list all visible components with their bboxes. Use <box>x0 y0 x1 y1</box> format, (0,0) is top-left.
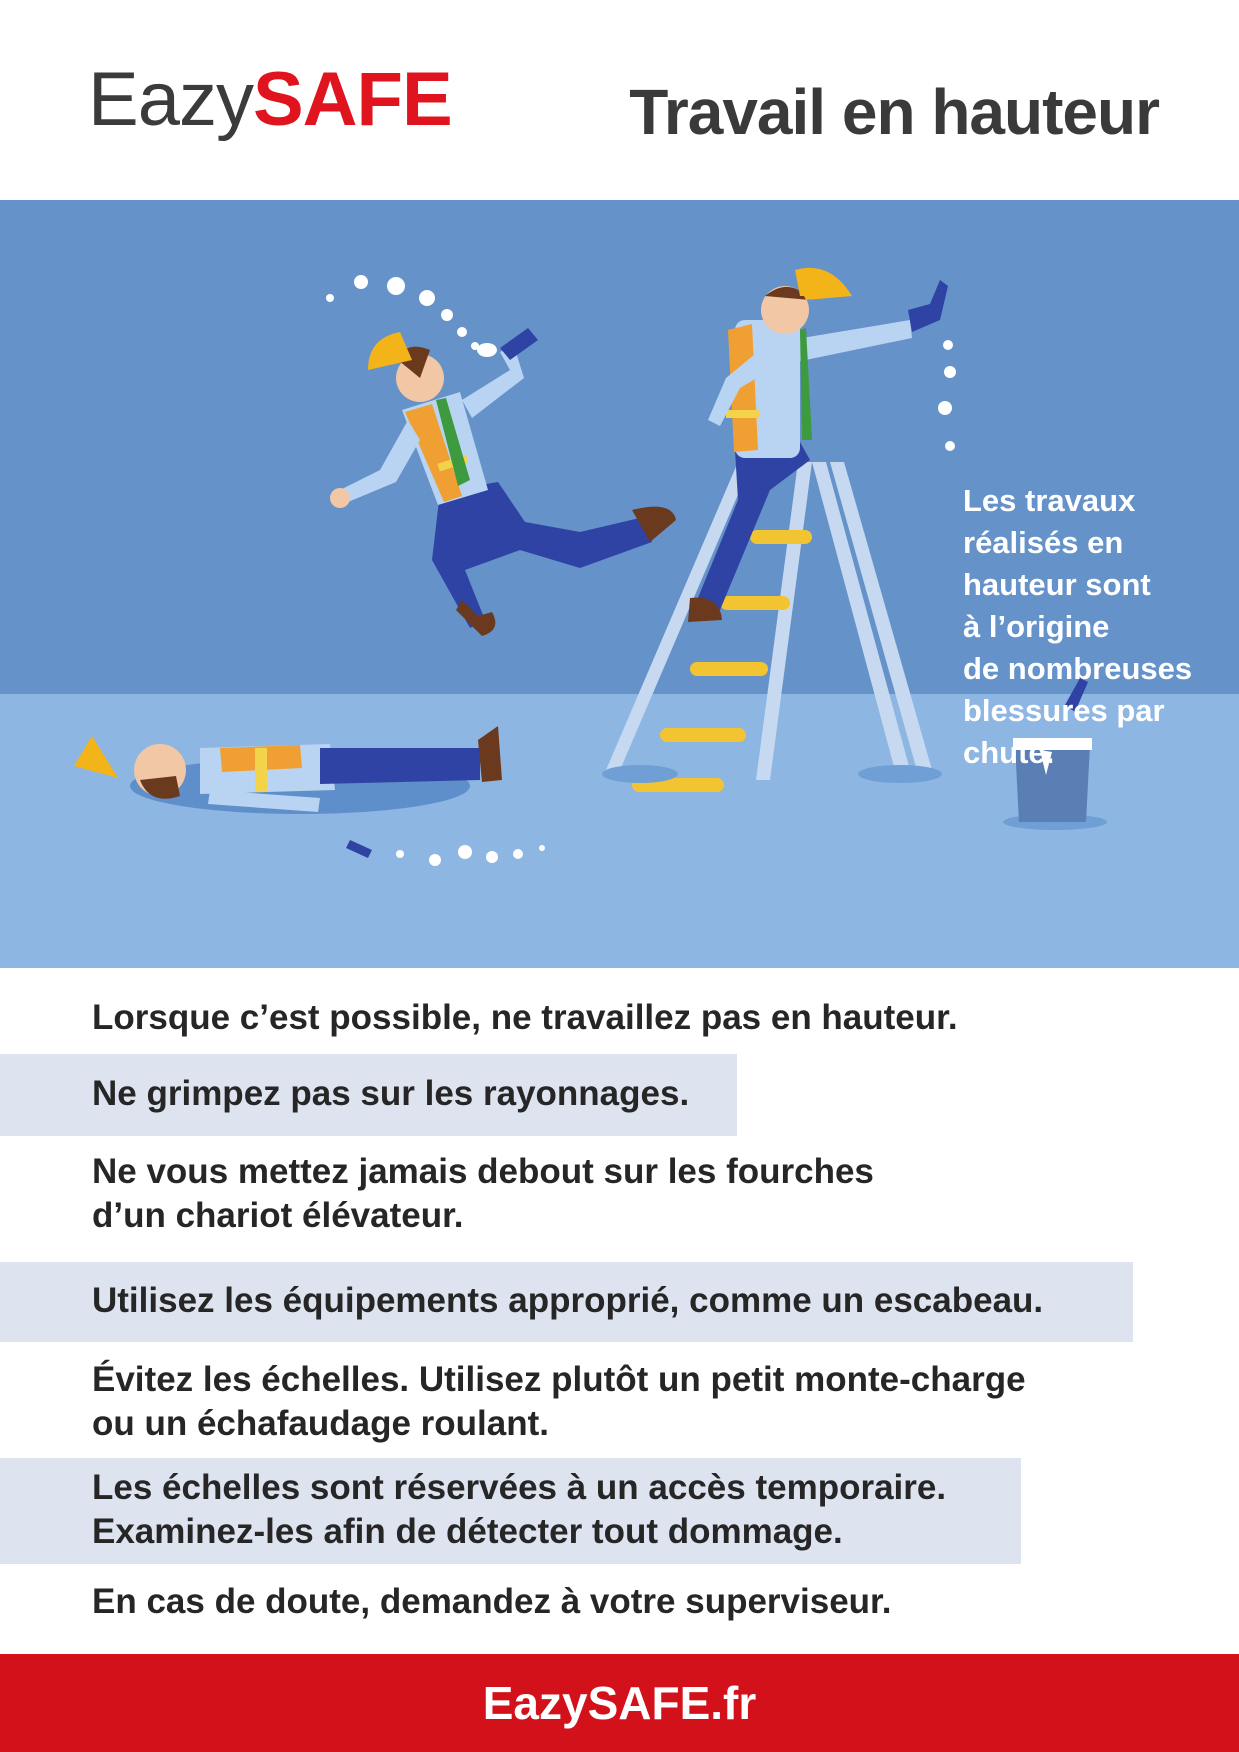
hero-caption-line: chute. <box>963 735 1055 770</box>
logo-light-text: Eazy <box>88 57 253 142</box>
rule-text: Lorsque c’est possible, ne travaillez pas en hauteur. <box>92 998 958 1037</box>
rule-item <box>0 1576 1239 1632</box>
rule-text: Utilisez les équipements approprié, comme un escabeau. <box>92 1281 1044 1320</box>
hero-caption-line: blessures par <box>963 693 1165 728</box>
rule-item <box>0 1262 1133 1342</box>
rule-text: En cas de doute, demandez à votre superviseur. <box>92 1582 892 1621</box>
rule-text: Examinez-les afin de détecter tout dommage. <box>92 1512 843 1551</box>
rule-text: Les échelles sont réservées à un accès temporaire. <box>92 1468 947 1507</box>
hero-caption-line: de nombreuses <box>963 651 1193 686</box>
rule-text: d’un chariot élévateur. <box>92 1196 464 1235</box>
rule-item <box>0 1144 1239 1244</box>
rule-text: Ne vous mettez jamais debout sur les fourches <box>92 1152 874 1191</box>
eazysafe-logo <box>88 57 452 142</box>
hero-caption-line: à l’origine <box>963 609 1110 644</box>
rule-item <box>0 1352 1239 1452</box>
rule-text: Ne grimpez pas sur les rayonnages. <box>92 1074 690 1113</box>
hero-caption <box>963 480 1233 774</box>
rule-text: Évitez les échelles. Utilisez plutôt un petit monte-charge <box>92 1360 1026 1399</box>
rule-item <box>0 1458 1021 1564</box>
hero-caption-line: réalisés en <box>963 525 1124 560</box>
header <box>0 0 1239 200</box>
page-title: Travail en hauteur <box>629 76 1159 148</box>
logo-bold-text: SAFE <box>252 57 452 142</box>
footer-banner <box>0 1654 1239 1752</box>
rule-item <box>0 990 1239 1046</box>
rule-item <box>0 1054 737 1136</box>
hero-illustration <box>0 200 1239 968</box>
hero-caption-line: Les travaux <box>963 483 1136 518</box>
footer-url[interactable]: EazySAFE.fr <box>482 1677 757 1729</box>
rule-text: ou un échafaudage roulant. <box>92 1404 549 1443</box>
hero-caption-line: hauteur sont <box>963 567 1151 602</box>
